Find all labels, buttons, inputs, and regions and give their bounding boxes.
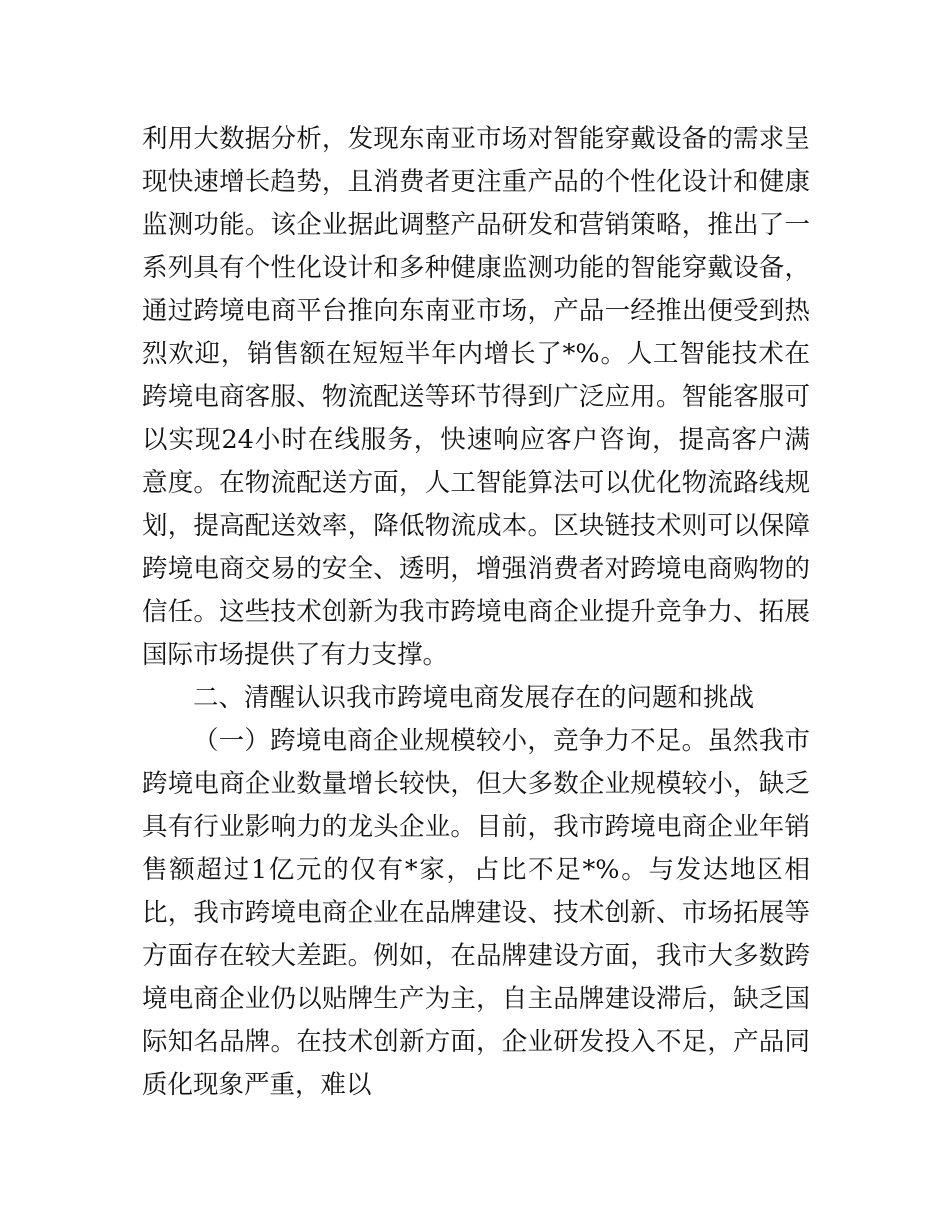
section-heading: 二、清醒认识我市跨境电商发展存在的问题和挑战 xyxy=(193,683,755,713)
paragraph-subsection-one: （一）跨境电商企业规模较小，竞争力不足。虽然我市跨境电商企业数量增长较快，但大多数企业规模较小，缺乏具有行业影响力的龙头企业。目前，我市跨境电商企业年销售额超过1亿元的仅有*家，占比不足*%。与发达地区相比，我市跨境电商企业在品牌建设、技术创新、市场拓展等方面存在较大差距。例如，在品牌建设方面，我市大多数跨境电商企业仍以贴牌生产为主，自主品牌建设滞后，缺乏国际知名品牌。在技术创新方面，企业研发投入不足，产品同质化现象严重，难以 xyxy=(142,726,810,1100)
paragraph-continuation: 利用大数据分析，发现东南亚市场对智能穿戴设备的需求呈现快速增长趋势，且消费者更注重产品的个性化设计和健康监测功能。该企业据此调整产品研发和营销策略，推出了一系列具有个性化设计和多种健康监测功能的智能穿戴设备，通过跨境电商平台推向东南亚市场，产品一经推出便受到热烈欢迎，销售额在短短半年内增长了*%。人工智能技术在跨境电商客服、物流配送等环节得到广泛应用。智能客服可以实现24小时在线服务，快速响应客户咨询，提高客户满意度。在物流配送方面，人工智能算法可以优化物流路线规划，提高配送效率，降低物流成本。区块链技术则可以保障跨境电商交易的安全、透明，增强消费者对跨境电商购物的信任。这些技术创新为我市跨境电商企业提升竞争力、拓展国际市场提供了有力支撑。 xyxy=(142,124,810,670)
document-body xyxy=(142,118,810,1107)
